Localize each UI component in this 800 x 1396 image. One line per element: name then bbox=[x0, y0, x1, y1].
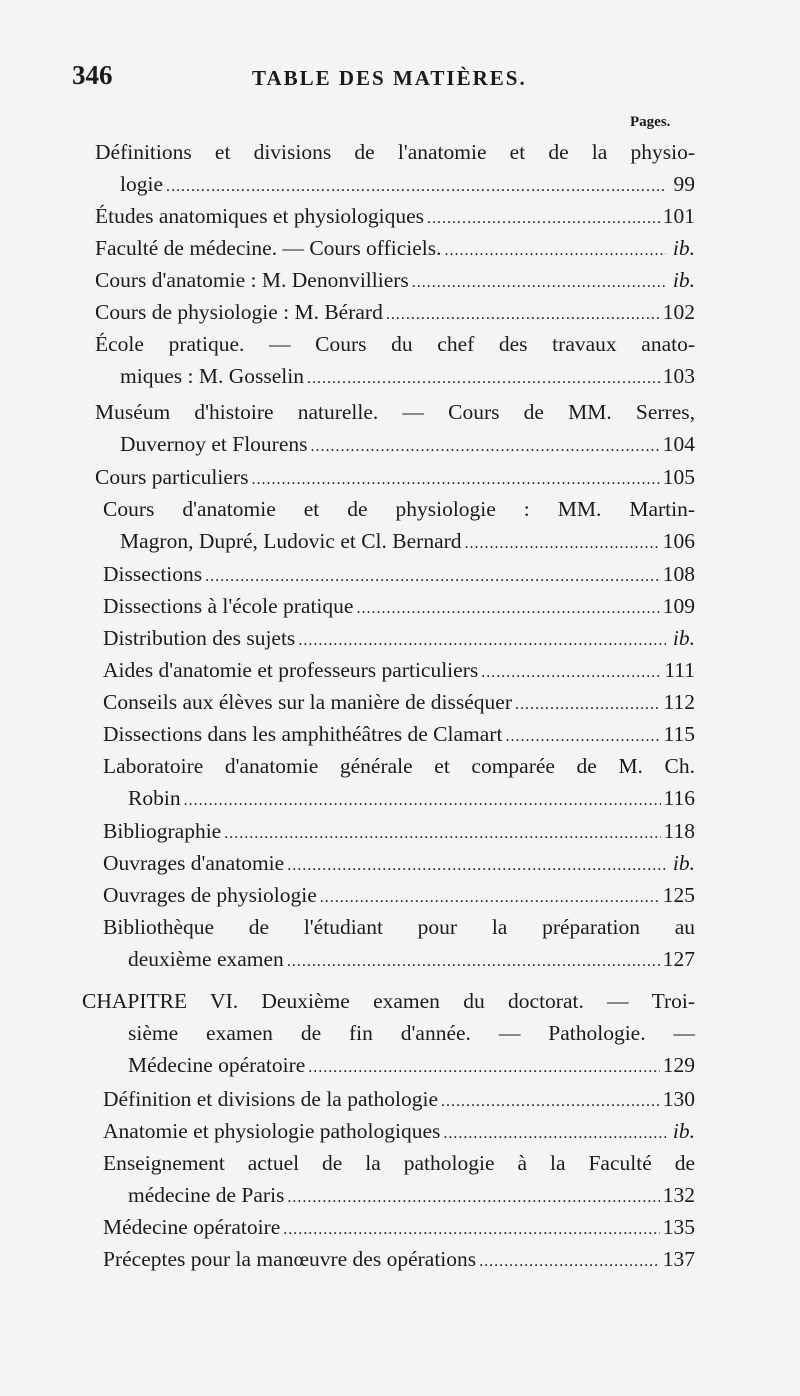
entry-title: miques : M. Gosselin bbox=[120, 364, 304, 388]
toc-entry-line: Enseignement actuel de la pathologie à la Faculté de bbox=[103, 1151, 695, 1175]
toc-entry-line: Cours d'anatomie et de physiologie : MM. Martin- bbox=[103, 497, 695, 521]
dot-leader bbox=[412, 269, 666, 297]
entry-title: Préceptes pour la manœuvre des opérations bbox=[103, 1247, 477, 1271]
dot-leader bbox=[287, 852, 666, 880]
entry-title: Dissections dans les amphithéâtres de Clamart bbox=[103, 722, 503, 746]
dot-leader bbox=[481, 659, 661, 687]
entry-page: 101 bbox=[662, 204, 695, 228]
entry-page: 130 bbox=[662, 1087, 695, 1111]
toc-entry bbox=[128, 784, 695, 815]
toc-entry bbox=[103, 656, 695, 687]
dot-leader bbox=[505, 723, 660, 751]
entry-title: Faculté de médecine. — Cours officiels. bbox=[95, 236, 442, 260]
toc-entry bbox=[95, 266, 695, 297]
dot-leader bbox=[386, 301, 660, 329]
toc-entry bbox=[103, 849, 695, 880]
entry-title: Duvernoy et Flourens bbox=[120, 432, 308, 456]
entry-title: Médecine opératoire bbox=[103, 1215, 281, 1239]
entry-page: 129 bbox=[662, 1053, 695, 1077]
entry-page: 99 bbox=[673, 172, 695, 196]
entry-page: 108 bbox=[662, 562, 695, 586]
entry-title: Ouvrages d'anatomie bbox=[103, 851, 285, 875]
entry-page: 111 bbox=[664, 658, 695, 682]
toc-entry-line: Bibliothèque de l'étudiant pour la préparation au bbox=[103, 915, 695, 939]
toc-entry bbox=[128, 945, 695, 976]
running-title: TABLE DES MATIÈRES. bbox=[252, 66, 527, 90]
dot-leader bbox=[445, 237, 667, 265]
toc-entry bbox=[103, 560, 695, 591]
page-number: 346 bbox=[72, 60, 113, 90]
entry-title: Anatomie et physiologie pathologiques bbox=[103, 1119, 441, 1143]
dot-leader bbox=[515, 691, 661, 719]
entry-title: Aides d'anatomie et professeurs particuliers bbox=[103, 658, 479, 682]
dot-leader bbox=[283, 1216, 659, 1244]
dot-leader bbox=[298, 627, 666, 655]
entry-title: Magron, Dupré, Ludovic et Cl. Bernard bbox=[120, 529, 462, 553]
entry-page: 102 bbox=[662, 300, 695, 324]
dot-leader bbox=[205, 563, 660, 591]
entry-page: ib. bbox=[672, 1119, 695, 1143]
dot-leader bbox=[443, 1120, 666, 1148]
entry-page: 125 bbox=[662, 883, 695, 907]
entry-title: Ouvrages de physiologie bbox=[103, 883, 317, 907]
entry-page: 118 bbox=[663, 819, 695, 843]
entry-page: 109 bbox=[662, 594, 695, 618]
entry-title: Médecine opératoire bbox=[128, 1053, 306, 1077]
toc-entry bbox=[120, 170, 695, 201]
toc-entry bbox=[103, 1213, 695, 1244]
entry-page: 106 bbox=[662, 529, 695, 553]
dot-leader bbox=[465, 530, 660, 558]
dot-leader bbox=[287, 948, 660, 976]
entry-title: Robin bbox=[128, 786, 181, 810]
dot-leader bbox=[224, 820, 660, 848]
toc-entry bbox=[120, 527, 695, 558]
entry-page: 127 bbox=[662, 947, 695, 971]
toc-entry-line: Muséum d'histoire naturelle. — Cours de MM. Serres, bbox=[95, 400, 695, 424]
entry-title: médecine de Paris bbox=[128, 1183, 285, 1207]
toc-entry bbox=[103, 1245, 695, 1276]
toc-entry bbox=[95, 298, 695, 329]
pages-column-label: Pages. bbox=[630, 114, 671, 130]
dot-leader bbox=[166, 173, 666, 201]
toc-entry bbox=[103, 592, 695, 623]
dot-leader bbox=[320, 884, 660, 912]
entry-page: 116 bbox=[663, 786, 695, 810]
toc-entry-line: Définitions et divisions de l'anatomie et de la physio- bbox=[95, 140, 695, 164]
toc-entry bbox=[95, 234, 695, 265]
entry-title: Distribution des sujets bbox=[103, 626, 296, 650]
toc-entry bbox=[103, 720, 695, 751]
dot-leader bbox=[441, 1088, 660, 1116]
toc-entry-line: sième examen de fin d'année. — Pathologie. — bbox=[128, 1021, 695, 1045]
entry-page: 137 bbox=[662, 1247, 695, 1271]
toc-entry-line: École pratique. — Cours du chef des travaux anato- bbox=[95, 332, 695, 356]
entry-page: ib. bbox=[672, 626, 695, 650]
entry-title: Dissections à l'école pratique bbox=[103, 594, 354, 618]
dot-leader bbox=[287, 1184, 659, 1212]
entry-page: 132 bbox=[662, 1183, 695, 1207]
dot-leader bbox=[356, 595, 659, 623]
dot-leader bbox=[307, 365, 660, 393]
dot-leader bbox=[251, 466, 659, 494]
entry-title: Études anatomiques et physiologiques bbox=[95, 204, 425, 228]
entry-title: deuxième examen bbox=[128, 947, 284, 971]
entry-page: 115 bbox=[663, 722, 695, 746]
toc-entry bbox=[103, 1085, 695, 1116]
entry-title: Cours particuliers bbox=[95, 465, 249, 489]
toc-entry bbox=[120, 430, 695, 461]
entry-title: Cours d'anatomie : M. Denonvilliers bbox=[95, 268, 409, 292]
entry-title: Cours de physiologie : M. Bérard bbox=[95, 300, 383, 324]
toc-entry bbox=[128, 1181, 695, 1212]
toc-entry-line: CHAPITRE VI. Deuxième examen du doctorat. — Troi- bbox=[82, 989, 695, 1013]
entry-page: 105 bbox=[662, 465, 695, 489]
entry-page: 112 bbox=[663, 690, 695, 714]
entry-page: 135 bbox=[662, 1215, 695, 1239]
toc-entry bbox=[120, 362, 695, 393]
toc-entry-line: Laboratoire d'anatomie générale et comparée de M. Ch. bbox=[103, 754, 695, 778]
toc-entry bbox=[95, 463, 695, 494]
entry-title: Bibliographie bbox=[103, 819, 222, 843]
entry-page: 103 bbox=[662, 364, 695, 388]
dot-leader bbox=[311, 433, 660, 461]
toc-entry bbox=[103, 817, 695, 848]
toc-entry bbox=[95, 202, 695, 233]
entry-title: Conseils aux élèves sur la manière de disséquer bbox=[103, 690, 512, 714]
dot-leader bbox=[427, 205, 660, 233]
entry-page: ib. bbox=[672, 851, 695, 875]
toc-entry bbox=[103, 688, 695, 719]
entry-page: 104 bbox=[662, 432, 695, 456]
dot-leader bbox=[184, 787, 661, 815]
toc-entry bbox=[103, 881, 695, 912]
toc-entry bbox=[103, 624, 695, 655]
entry-title: Définition et divisions de la pathologie bbox=[103, 1087, 438, 1111]
entry-title: logie bbox=[120, 172, 163, 196]
toc-entry bbox=[128, 1051, 695, 1082]
entry-page: ib. bbox=[672, 268, 695, 292]
dot-leader bbox=[479, 1248, 660, 1276]
toc-entry bbox=[103, 1117, 695, 1148]
entry-page: ib. bbox=[672, 236, 695, 260]
entry-title: Dissections bbox=[103, 562, 203, 586]
dot-leader bbox=[308, 1054, 659, 1082]
